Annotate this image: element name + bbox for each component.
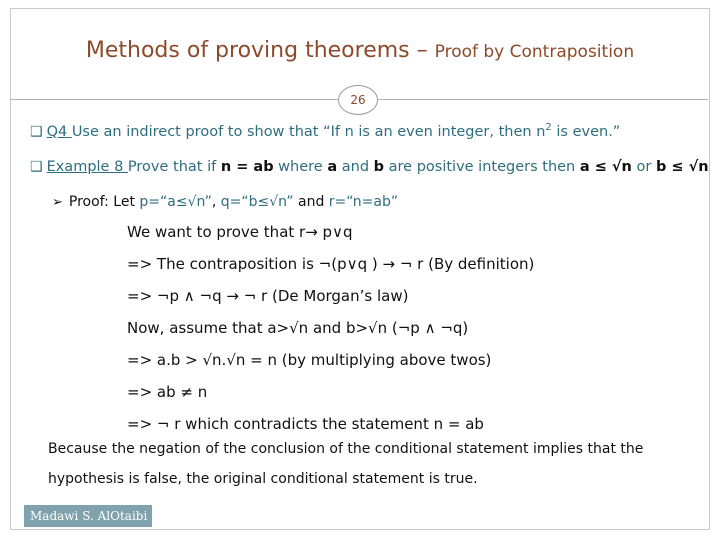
proof-step: => a.b > √n.√n = n (by multiplying above twos) bbox=[127, 351, 492, 369]
q4-text: Use an indirect proof to show that “If n is an even integer, then n bbox=[71, 123, 546, 140]
example-bold-3: b bbox=[373, 159, 385, 175]
example-bold-5: b ≤ √n bbox=[655, 159, 709, 175]
example-bold-1: n = ab bbox=[220, 159, 274, 175]
example-text-1: Prove that if bbox=[127, 159, 221, 175]
proof-step: => The contraposition is ¬(p∨q ) → ¬ r (By definition) bbox=[127, 255, 535, 273]
checkbox-bullet-icon: ❑ bbox=[30, 159, 43, 175]
proof-q: q=“b≤√n” bbox=[220, 194, 294, 210]
q4-text-end: is even.” bbox=[551, 123, 621, 140]
example-bold-2: a bbox=[327, 159, 338, 175]
title-rule-left bbox=[10, 99, 338, 100]
q4-sup: 2 bbox=[545, 122, 552, 133]
title-sub: Proof by Contraposition bbox=[434, 42, 635, 62]
example-text-5: or bbox=[631, 159, 656, 175]
example-text-4: are positive integers then bbox=[384, 159, 580, 175]
footer-author: Madawi S. AlOtaibi bbox=[24, 505, 152, 527]
proof-step: Now, assume that a>√n and b>√n (¬p ∧ ¬q) bbox=[127, 319, 469, 337]
proof-step: => ab ≠ n bbox=[127, 383, 208, 401]
example-text-2: where bbox=[273, 159, 328, 175]
conclusion-line-1: Because the negation of the conclusion of the conditional statement implies that the bbox=[48, 441, 644, 457]
proof-step: => ¬ r which contradicts the statement n = ab bbox=[127, 415, 484, 433]
q4-line bbox=[30, 122, 620, 140]
proof-step: We want to prove that r→ p∨q bbox=[127, 223, 353, 241]
title-rule-right bbox=[378, 99, 708, 100]
proof-line bbox=[52, 194, 398, 210]
proof-step: => ¬p ∧ ¬q → ¬ r (De Morgan’s law) bbox=[127, 287, 409, 305]
example-bold-4: a ≤ √n bbox=[579, 159, 632, 175]
example-line bbox=[30, 159, 709, 175]
arrow-bullet-icon: ➢ bbox=[52, 195, 63, 210]
example-label: Example 8 bbox=[46, 159, 128, 175]
proof-p: p=“a≤√n” bbox=[139, 194, 212, 210]
example-text-3: and bbox=[337, 159, 374, 175]
checkbox-bullet-icon: ❑ bbox=[30, 123, 43, 140]
proof-label: Proof: Let bbox=[68, 194, 140, 210]
proof-r: r=“n=ab” bbox=[328, 194, 399, 210]
title-main: Methods of proving theorems – bbox=[85, 38, 435, 63]
conclusion-line-2: hypothesis is false, the original conditional statement is true. bbox=[48, 471, 478, 487]
page-number: 26 bbox=[338, 85, 378, 115]
slide-title bbox=[0, 38, 720, 63]
q4-label: Q4 bbox=[46, 123, 72, 140]
proof-comma: , bbox=[211, 194, 221, 210]
proof-and: and bbox=[293, 194, 329, 210]
